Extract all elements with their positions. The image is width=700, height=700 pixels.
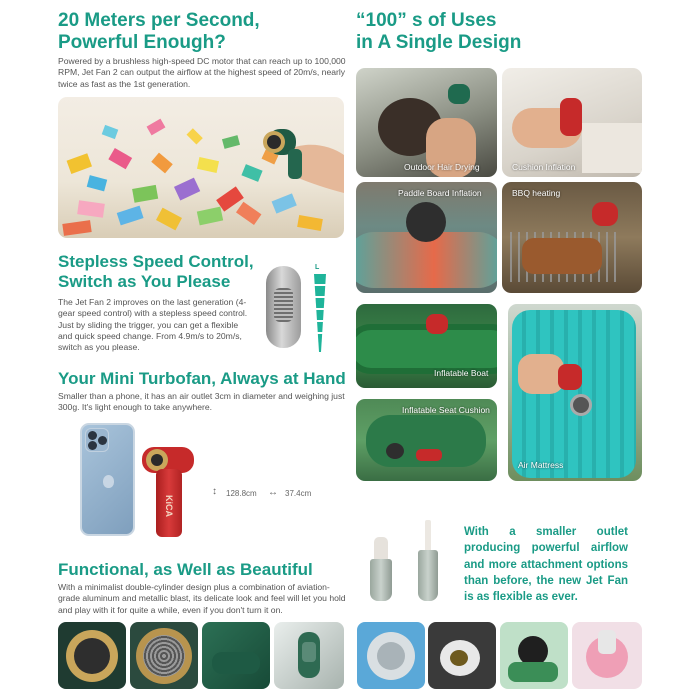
uses-title-line1: “100” s of Uses	[356, 10, 497, 31]
caption-paddle: Paddle Board Inflation	[398, 188, 482, 198]
attachments-text: With a smaller outlet producing powerful airflow and more attachment options than before, the new Jet Fan is as flexible as ever.	[464, 526, 628, 604]
caption-hair: Outdoor Hair Drying	[404, 162, 480, 172]
height-dimension: 128.8cm	[226, 489, 257, 498]
trigger-illustration	[266, 266, 301, 348]
section4-body: With a minimalist double-cylinder design plus a combination of aviation-grade aluminum and metallic blast, its delicate look and feel will let you hold and play with it for quite a while, even if you don't turn it on.	[58, 582, 346, 615]
caption-bbq: BBQ heating	[512, 188, 561, 198]
detail-green-body	[202, 622, 270, 689]
camera-module	[85, 428, 109, 452]
product-red-illustration	[142, 447, 194, 537]
detail-gold-outlet	[58, 622, 126, 689]
section2-title	[58, 252, 288, 291]
caption-boat: Inflatable Boat	[434, 368, 489, 378]
trigger-grip	[274, 288, 293, 322]
section1-body: Powered by a brushless high-speed DC motor that can reach up to 100,000 RPM, Jet Fan 2 can output the airflow at the highest speed of 20m/s, nearly twice as fast as the 1st generation.	[58, 56, 346, 89]
section4-title: Functional, as Well as Beautiful	[58, 560, 313, 579]
apple-logo-icon	[103, 475, 114, 488]
section1-title	[58, 10, 348, 54]
photo-paddle-board	[356, 182, 497, 293]
width-arrow-icon: ↔	[268, 487, 278, 498]
photo-air-mattress	[508, 304, 642, 481]
photo-seat-cushion	[356, 399, 497, 481]
confetti-photo	[58, 97, 344, 238]
photo-cushion	[502, 68, 642, 177]
section3-title: Your Mini Turbofan, Always at Hand	[58, 369, 346, 388]
attachment-nozzle-thin	[416, 520, 440, 601]
photo-hair-drying	[356, 68, 497, 177]
attachment-valve-green	[500, 622, 568, 689]
caption-seat: Inflatable Seat Cushion	[402, 405, 490, 415]
attachment-valve-pink	[572, 622, 642, 689]
caption-mattress: Air Mattress	[518, 460, 564, 470]
detail-grille	[130, 622, 198, 689]
phone-illustration	[80, 423, 135, 536]
photo-boat	[356, 304, 497, 388]
section3-body: Smaller than a phone, it has an air outlet 3cm in diameter and weighing just 300g. It's light enough to take anywhere.	[58, 391, 345, 413]
uses-title-line2: in A Single Design	[356, 31, 522, 53]
attachment-valve-blue	[357, 622, 425, 689]
section2-title-line2: Switch as You Please	[58, 271, 231, 291]
attachment-nozzle-wide	[370, 537, 392, 601]
photo-bbq	[502, 182, 642, 293]
speed-gauge	[312, 274, 328, 354]
caption-cushion: Cushion Inflation	[512, 162, 576, 172]
section1-title-line2: Powerful Enough?	[58, 31, 226, 53]
uses-title	[356, 10, 656, 54]
detail-trigger	[274, 622, 344, 689]
confetti-illustration	[58, 97, 344, 238]
height-arrow-icon: ↕	[212, 486, 217, 497]
section2-body: The Jet Fan 2 improves on the last generation (4-gear speed control) with a stepless speed control. Just by sliding the trigger, you can get a flexible and quick speed change. From 4.9m/s to 20m/s, switch as you please.	[58, 297, 248, 353]
section2-title-line1: Stepless Speed Control,	[58, 252, 254, 271]
section1-title-line1: 20 Meters per Second,	[58, 10, 260, 31]
brand-mark: KiCA	[164, 495, 174, 517]
width-dimension: 37.4cm	[285, 489, 312, 498]
slider-label-low: L	[315, 264, 320, 271]
speed-slider	[312, 264, 328, 354]
attachment-valve-dark	[428, 622, 496, 689]
